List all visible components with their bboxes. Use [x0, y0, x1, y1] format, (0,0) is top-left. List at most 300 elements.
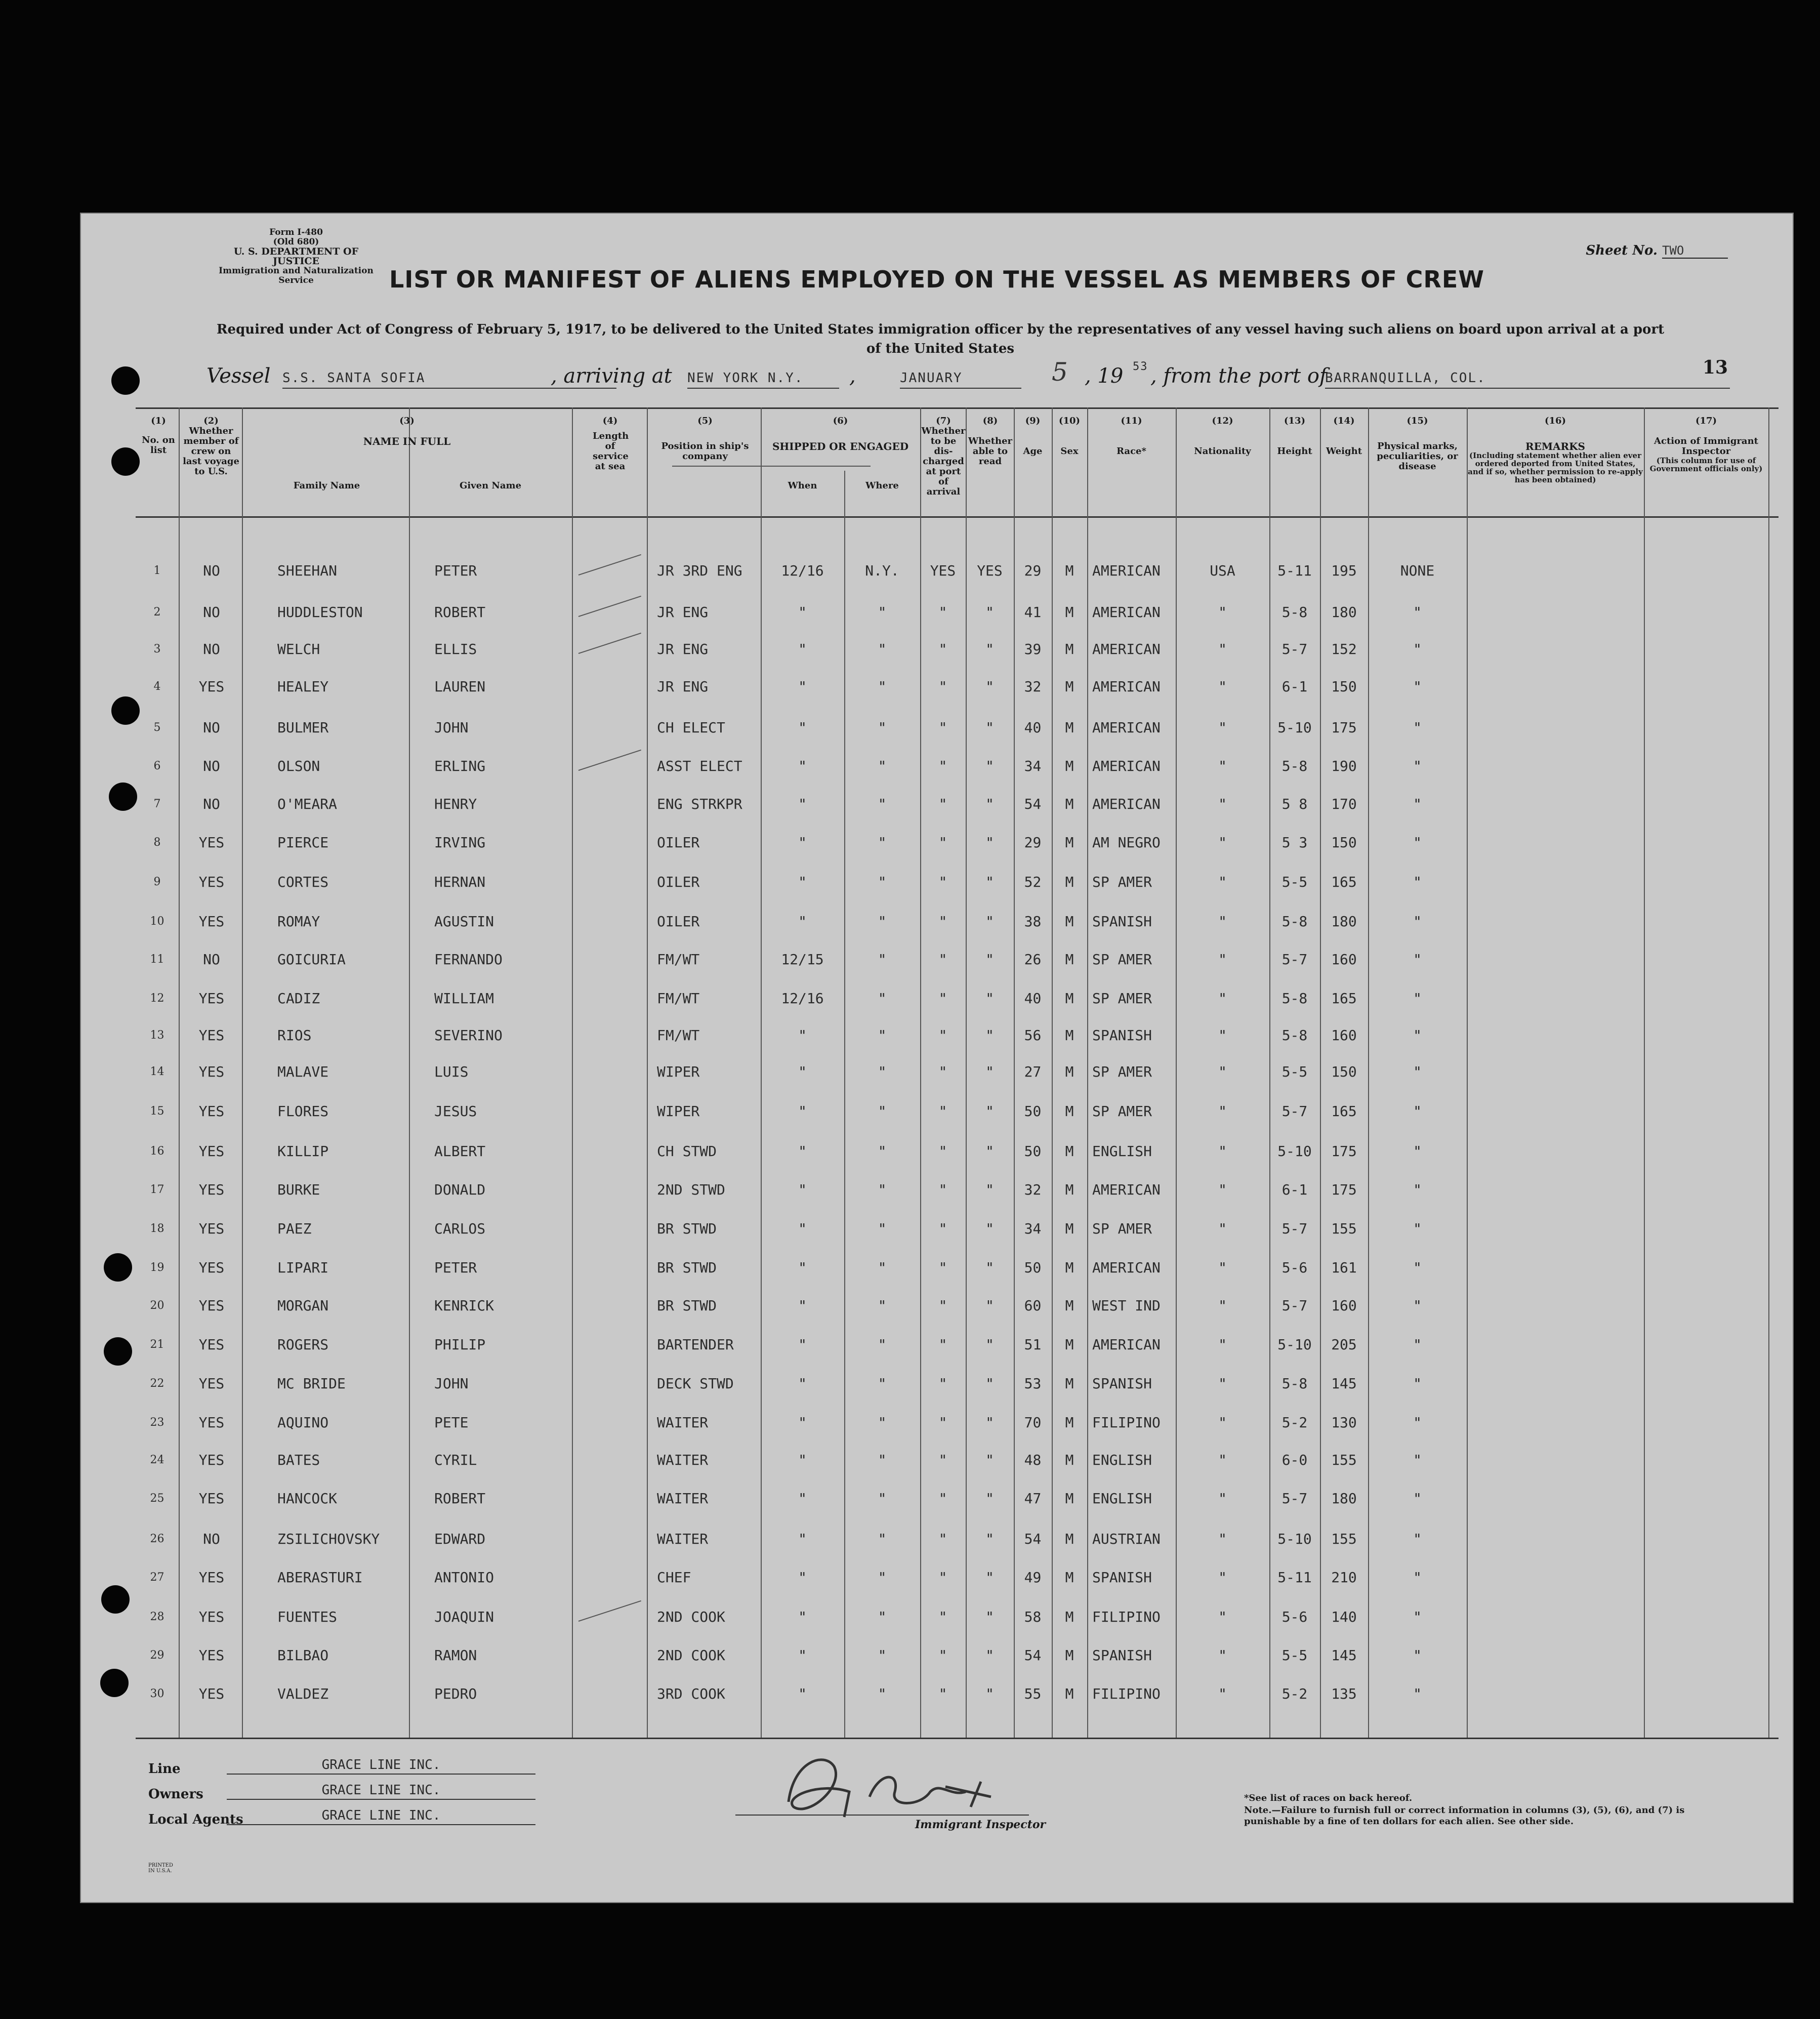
cell-read: ": [985, 913, 994, 930]
cell-crew: YES: [198, 913, 225, 930]
cell-sex: M: [1065, 874, 1074, 890]
cell-height: 5-2: [1281, 1685, 1308, 1702]
cell-given: JOHN: [434, 1375, 469, 1392]
cell-marks: ": [1413, 913, 1422, 930]
cell-weight: 175: [1331, 1181, 1357, 1198]
cell-where: ": [878, 990, 887, 1007]
cell-sex: M: [1065, 604, 1074, 621]
cell-when: 12/15: [781, 951, 824, 968]
cell-family: CADIZ: [277, 990, 320, 1007]
cell-age: 48: [1024, 1452, 1042, 1468]
cell-when: ": [798, 1531, 807, 1547]
header-col-1: (1) No. on list: [142, 416, 175, 456]
cell-weight: 140: [1331, 1609, 1357, 1625]
cell-no: 25: [150, 1492, 164, 1505]
cell-age: 56: [1024, 1027, 1042, 1044]
cell-crew: YES: [198, 1452, 225, 1468]
cell-disch: ": [938, 1220, 947, 1237]
cell-nat: ": [1218, 1143, 1227, 1160]
cell-nat: ": [1218, 1336, 1227, 1353]
cell-age: 55: [1024, 1685, 1042, 1702]
cell-disch: ": [938, 1531, 947, 1547]
cell-marks: ": [1413, 1297, 1422, 1314]
cell-age: 52: [1024, 874, 1042, 890]
cell-disch: ": [938, 641, 947, 657]
cell-height: 5-8: [1281, 990, 1308, 1007]
cell-disch: ": [938, 1143, 947, 1160]
cell-where: ": [878, 1336, 887, 1353]
cell-marks: ": [1413, 1027, 1422, 1044]
cell-race: ENGLISH: [1092, 1143, 1152, 1160]
table-row: [136, 1132, 1778, 1170]
header-col-5: (5) Position in ship's company: [661, 416, 749, 462]
table-row: [136, 1598, 1778, 1636]
cell-sex: M: [1065, 1490, 1074, 1507]
cell-no: 8: [153, 836, 161, 849]
table-row: [136, 1249, 1778, 1287]
cell-race: SPANISH: [1092, 1375, 1152, 1392]
cell-family: WELCH: [277, 641, 320, 657]
cell-race: AMERICAN: [1092, 678, 1161, 695]
cell-where: ": [878, 758, 887, 774]
cell-where: ": [878, 604, 887, 621]
cell-crew: YES: [198, 1027, 225, 1044]
header-col-9: (9) Age: [1023, 416, 1043, 457]
cell-sex: M: [1065, 1259, 1074, 1276]
cell-position: JR ENG: [657, 678, 709, 695]
cell-no: 27: [150, 1571, 164, 1584]
cell-given: PETER: [434, 1259, 477, 1276]
cell-race: FILIPINO: [1092, 1685, 1161, 1702]
cell-marks: ": [1413, 1531, 1422, 1547]
cell-weight: 165: [1331, 990, 1357, 1007]
cell-sex: M: [1065, 678, 1074, 695]
cell-height: 5-7: [1281, 1297, 1308, 1314]
cell-nat: ": [1218, 951, 1227, 968]
cell-race: SP AMER: [1092, 951, 1152, 968]
cell-given: JESUS: [434, 1103, 477, 1120]
cell-no: 16: [150, 1145, 164, 1158]
cell-no: 18: [150, 1222, 164, 1235]
cell-disch: ": [938, 1336, 947, 1353]
cell-read: ": [985, 719, 994, 736]
cell-family: PAEZ: [277, 1220, 312, 1237]
cell-weight: 210: [1331, 1569, 1357, 1586]
owners-value: GRACE LINE INC.: [227, 1783, 535, 1800]
cell-read: ": [985, 1685, 994, 1702]
header-col-4: (4) Length of service at sea: [593, 416, 629, 472]
cell-position: ASST ELECT: [657, 758, 742, 774]
cell-given: PETER: [434, 562, 477, 579]
arriving-label: , arriving at: [551, 364, 672, 388]
sheet-number: Sheet No. TWO: [1586, 243, 1728, 259]
cell-when: ": [798, 913, 807, 930]
cell-marks: ": [1413, 1143, 1422, 1160]
header-col-16: (16) REMARKS (Including statement whether alien ever ordered deported from United States, and if so, whether permission to re-apply has been obtained): [1468, 416, 1643, 484]
cell-family: MALAVE: [277, 1063, 329, 1080]
cell-weight: 160: [1331, 951, 1357, 968]
cell-given: CARLOS: [434, 1220, 486, 1237]
cell-disch: ": [938, 1685, 947, 1702]
cell-position: OILER: [657, 874, 700, 890]
table-row: [136, 1365, 1778, 1403]
table-row: [136, 593, 1778, 631]
cell-read: ": [985, 874, 994, 890]
cell-where: ": [878, 1531, 887, 1547]
cell-height: 5-2: [1281, 1414, 1308, 1431]
cell-family: BULMER: [277, 719, 329, 736]
cell-disch: ": [938, 1490, 947, 1507]
cell-when: ": [798, 678, 807, 695]
header-col-14: (14) Weight: [1326, 416, 1362, 457]
cell-position: FM/WT: [657, 951, 700, 968]
page-subtitle: Required under Act of Congress of February 5, 1917, to be delivered to the United States immigration officer by the representatives of any vessel having such aliens on board upon arrival at a port of the United States: [216, 322, 1665, 356]
cell-given: EDWARD: [434, 1531, 486, 1547]
table-row: [136, 1636, 1778, 1674]
cell-where: ": [878, 1569, 887, 1586]
cell-marks: ": [1413, 1647, 1422, 1664]
cell-when: ": [798, 1220, 807, 1237]
cell-where: ": [878, 834, 887, 851]
cell-weight: 152: [1331, 641, 1357, 657]
cell-where: ": [878, 796, 887, 812]
cell-read: ": [985, 990, 994, 1007]
cell-family: SHEEHAN: [277, 562, 338, 579]
header-col-17: (17) Action of Immigrant Inspector (This column for use of Government officials only): [1649, 416, 1763, 473]
cell-read: ": [985, 678, 994, 695]
cell-no: 3: [153, 643, 161, 655]
punch-hole: [111, 366, 140, 395]
cell-disch: ": [938, 834, 947, 851]
penalty-note: Note.—Failure to furnish full or correct information in columns (3), (5), (6), and (7) is punishable by a fine of ten dollars for each alien. See other side.: [1244, 1805, 1685, 1827]
header-col-10: (10) Sex: [1058, 416, 1081, 457]
agents-value: GRACE LINE INC.: [227, 1808, 535, 1825]
cell-no: 19: [150, 1261, 164, 1274]
cell-given: KENRICK: [434, 1297, 494, 1314]
cell-sex: M: [1065, 1103, 1074, 1120]
cell-sex: M: [1065, 1063, 1074, 1080]
cell-marks: ": [1413, 719, 1422, 736]
cell-disch: ": [938, 604, 947, 621]
cell-disch: ": [938, 1414, 947, 1431]
cell-position: WIPER: [657, 1103, 700, 1120]
cell-crew: YES: [198, 1103, 225, 1120]
cell-race: AMERICAN: [1092, 1259, 1161, 1276]
cell-sex: M: [1065, 1220, 1074, 1237]
cell-read: ": [985, 796, 994, 812]
cell-sex: M: [1065, 1027, 1074, 1044]
cell-race: SPANISH: [1092, 1027, 1152, 1044]
cell-sex: M: [1065, 913, 1074, 930]
cell-sex: M: [1065, 641, 1074, 657]
cell-read: ": [985, 1531, 994, 1547]
cell-no: 22: [150, 1377, 164, 1390]
cell-nat: ": [1218, 1063, 1227, 1080]
cell-marks: ": [1413, 1220, 1422, 1237]
cell-no: 9: [153, 876, 161, 888]
table-row: [136, 1558, 1778, 1596]
cell-sex: M: [1065, 1647, 1074, 1664]
cell-disch: ": [938, 913, 947, 930]
cell-weight: 145: [1331, 1647, 1357, 1664]
cell-marks: ": [1413, 1490, 1422, 1507]
cell-when: ": [798, 1375, 807, 1392]
table-row: [136, 785, 1778, 823]
header-col-15: (15) Physical marks, peculiarities, or disease: [1377, 416, 1458, 472]
cell-crew: YES: [198, 1685, 225, 1702]
cell-age: 38: [1024, 913, 1042, 930]
cell-race: SP AMER: [1092, 1103, 1152, 1120]
cell-disch: ": [938, 1375, 947, 1392]
cell-when: ": [798, 1647, 807, 1664]
cell-crew: NO: [203, 604, 220, 621]
line-label: Line: [148, 1761, 181, 1777]
cell-position: WAITER: [657, 1490, 709, 1507]
cell-where: ": [878, 1414, 887, 1431]
cell-nat: ": [1218, 990, 1227, 1007]
cell-given: ROBERT: [434, 1490, 486, 1507]
cell-no: 5: [153, 721, 161, 734]
cell-disch: ": [938, 951, 947, 968]
cell-disch: ": [938, 796, 947, 812]
cell-family: BURKE: [277, 1181, 320, 1198]
cell-given: ANTONIO: [434, 1569, 494, 1586]
cell-sex: M: [1065, 1375, 1074, 1392]
cell-height: 5-8: [1281, 1375, 1308, 1392]
cell-crew: YES: [198, 1336, 225, 1353]
cell-sex: M: [1065, 1336, 1074, 1353]
cell-height: 5-10: [1277, 1143, 1312, 1160]
cell-nat: ": [1218, 1414, 1227, 1431]
cell-crew: YES: [198, 1609, 225, 1625]
cell-height: 5-10: [1277, 1336, 1312, 1353]
cell-sex: M: [1065, 990, 1074, 1007]
vessel-label: Vessel: [206, 364, 271, 388]
cell-when: 12/16: [781, 990, 824, 1007]
header-col-13: (13) Height: [1277, 416, 1312, 457]
cell-no: 29: [150, 1649, 164, 1662]
cell-marks: ": [1413, 1181, 1422, 1198]
cell-race: AMERICAN: [1092, 1336, 1161, 1353]
vessel-name: S.S. SANTA SOFIA: [282, 370, 616, 389]
line-value: GRACE LINE INC.: [227, 1757, 535, 1775]
table-row: [136, 1171, 1778, 1209]
cell-crew: YES: [198, 1375, 225, 1392]
cell-race: AUSTRIAN: [1092, 1531, 1161, 1547]
cell-disch: ": [938, 1063, 947, 1080]
cell-family: FUENTES: [277, 1609, 338, 1625]
cell-disch: ": [938, 1027, 947, 1044]
cell-age: 53: [1024, 1375, 1042, 1392]
cell-no: 12: [150, 992, 164, 1005]
cell-disch: ": [938, 1452, 947, 1468]
cell-marks: ": [1413, 1336, 1422, 1353]
cell-height: 6-0: [1281, 1452, 1308, 1468]
cell-given: PETE: [434, 1414, 469, 1431]
cell-where: ": [878, 1103, 887, 1120]
cell-read: ": [985, 604, 994, 621]
cell-crew: YES: [198, 1259, 225, 1276]
cell-nat: ": [1218, 758, 1227, 774]
table-row: [136, 1326, 1778, 1364]
cell-family: KILLIP: [277, 1143, 329, 1160]
cell-marks: ": [1413, 1452, 1422, 1468]
cell-where: ": [878, 1143, 887, 1160]
cell-when: ": [798, 641, 807, 657]
punch-hole: [100, 1669, 129, 1697]
table-row: [136, 863, 1778, 901]
cell-age: 50: [1024, 1259, 1042, 1276]
cell-position: 2ND STWD: [657, 1181, 725, 1198]
cell-crew: YES: [198, 1063, 225, 1080]
cell-where: ": [878, 1452, 887, 1468]
table-row: [136, 1404, 1778, 1441]
cell-height: 5-6: [1281, 1259, 1308, 1276]
cell-weight: 175: [1331, 1143, 1357, 1160]
cell-where: ": [878, 913, 887, 930]
cell-when: ": [798, 1569, 807, 1586]
cell-crew: NO: [203, 641, 220, 657]
cell-weight: 135: [1331, 1685, 1357, 1702]
cell-where: ": [878, 641, 887, 657]
cell-position: WAITER: [657, 1414, 709, 1431]
table-row: [136, 979, 1778, 1017]
printed-mark: PRINTED IN U.S.A.: [148, 1863, 173, 1874]
cell-position: FM/WT: [657, 990, 700, 1007]
cell-age: 32: [1024, 678, 1042, 695]
cell-race: ENGLISH: [1092, 1490, 1152, 1507]
cell-where: ": [878, 1027, 887, 1044]
cell-height: 5-11: [1277, 562, 1312, 579]
table-row: [136, 552, 1778, 590]
races-note: *See list of races on back hereof.: [1244, 1793, 1413, 1803]
cell-read: ": [985, 1647, 994, 1664]
cell-when: ": [798, 604, 807, 621]
header-when: When: [788, 480, 817, 491]
cell-read: ": [985, 1027, 994, 1044]
cell-crew: NO: [203, 796, 220, 812]
cell-age: 34: [1024, 1220, 1042, 1237]
cell-weight: 150: [1331, 834, 1357, 851]
cell-crew: NO: [203, 719, 220, 736]
cell-read: ": [985, 1181, 994, 1198]
cell-when: ": [798, 834, 807, 851]
cell-no: 24: [150, 1454, 164, 1466]
cell-crew: NO: [203, 758, 220, 774]
cell-when: ": [798, 1452, 807, 1468]
cell-where: ": [878, 678, 887, 695]
arrival-month: JANUARY: [900, 370, 1021, 389]
cell-given: LUIS: [434, 1063, 469, 1080]
table-row: [136, 747, 1778, 785]
cell-given: HERNAN: [434, 874, 486, 890]
cell-given: DONALD: [434, 1181, 486, 1198]
punch-hole: [101, 1585, 130, 1614]
cell-crew: YES: [198, 1490, 225, 1507]
cell-given: PEDRO: [434, 1685, 477, 1702]
cell-position: WIPER: [657, 1063, 700, 1080]
arrival-year: 53: [1133, 360, 1148, 373]
table-row: [136, 1287, 1778, 1325]
cell-position: WAITER: [657, 1531, 709, 1547]
cell-read: ": [985, 951, 994, 968]
cell-no: 14: [150, 1065, 164, 1078]
cell-family: BILBAO: [277, 1647, 329, 1664]
cell-crew: YES: [198, 874, 225, 890]
cell-weight: 160: [1331, 1027, 1357, 1044]
cell-given: PHILIP: [434, 1336, 486, 1353]
cell-nat: ": [1218, 1685, 1227, 1702]
cell-where: ": [878, 1609, 887, 1625]
departure-port: BARRANQUILLA, COL.: [1325, 370, 1730, 389]
cell-age: 70: [1024, 1414, 1042, 1431]
cell-age: 60: [1024, 1297, 1042, 1314]
arrival-port: NEW YORK N.Y.: [687, 370, 839, 389]
cell-nat: ": [1218, 1297, 1227, 1314]
cell-when: ": [798, 1143, 807, 1160]
cell-race: SP AMER: [1092, 1063, 1152, 1080]
cell-age: 54: [1024, 796, 1042, 812]
cell-when: ": [798, 758, 807, 774]
cell-no: 28: [150, 1611, 164, 1623]
cell-height: 5-11: [1277, 1569, 1312, 1586]
cell-position: 2ND COOK: [657, 1647, 725, 1664]
cell-nat: ": [1218, 1027, 1227, 1044]
table-row: [136, 1210, 1778, 1248]
cell-height: 5-7: [1281, 1103, 1308, 1120]
cell-given: ERLING: [434, 758, 486, 774]
cell-position: FM/WT: [657, 1027, 700, 1044]
cell-when: 12/16: [781, 562, 824, 579]
cell-sex: M: [1065, 1569, 1074, 1586]
cell-no: 7: [153, 798, 161, 810]
cell-read: ": [985, 1569, 994, 1586]
cell-nat: ": [1218, 1490, 1227, 1507]
header-col-2: (2) Whether member of crew on last voyage to U.S.: [183, 416, 239, 477]
cell-no: 15: [150, 1105, 164, 1118]
cell-when: ": [798, 1336, 807, 1353]
header-where: Where: [865, 480, 899, 491]
cell-weight: 130: [1331, 1414, 1357, 1431]
cell-where: ": [878, 1259, 887, 1276]
cell-height: 5-7: [1281, 951, 1308, 968]
cell-race: FILIPINO: [1092, 1609, 1161, 1625]
cell-sex: M: [1065, 1414, 1074, 1431]
cell-age: 40: [1024, 719, 1042, 736]
cell-position: ENG STRKPR: [657, 796, 742, 812]
cell-crew: NO: [203, 1531, 220, 1547]
header-col-6: (6) SHIPPED OR ENGAGED: [772, 416, 909, 452]
cell-marks: ": [1413, 951, 1422, 968]
cell-weight: 165: [1331, 874, 1357, 890]
table-row: [136, 940, 1778, 978]
cell-read: ": [985, 1336, 994, 1353]
table-row: [136, 1675, 1778, 1713]
cell-marks: ": [1413, 1063, 1422, 1080]
table-row: [136, 709, 1778, 747]
cell-crew: YES: [198, 990, 225, 1007]
header-col-11: (11) Race*: [1116, 416, 1146, 457]
cell-family: GOICURIA: [277, 951, 346, 968]
cell-no: 2: [153, 606, 161, 619]
cell-sex: M: [1065, 562, 1074, 579]
cell-marks: ": [1413, 1414, 1422, 1431]
punch-hole: [109, 782, 137, 811]
cell-when: ": [798, 1181, 807, 1198]
cell-disch: ": [938, 1181, 947, 1198]
cell-crew: YES: [198, 834, 225, 851]
cell-age: 40: [1024, 990, 1042, 1007]
